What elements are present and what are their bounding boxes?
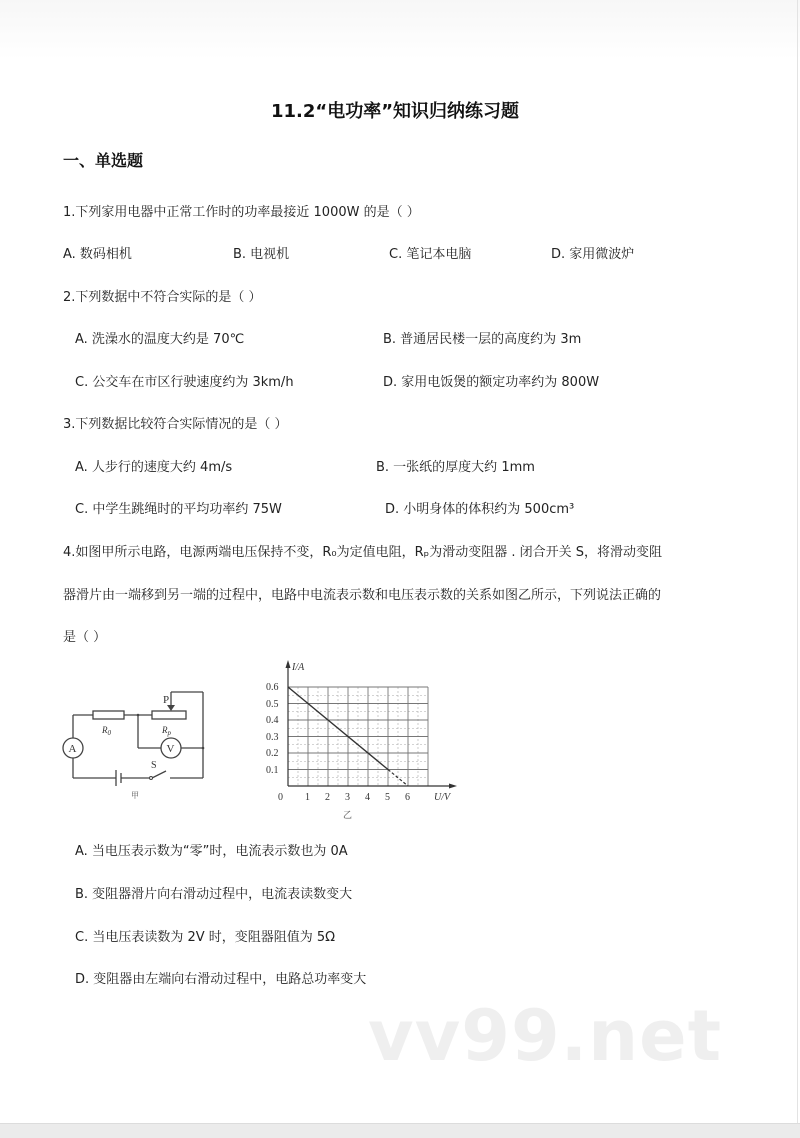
slider-label: P: [163, 694, 170, 706]
question-1-option-a: A. 数码相机: [63, 247, 132, 262]
question-4-stem-line-3: 是（ ）: [63, 630, 107, 645]
page-title: 11.2“电功率”知识归纳练习题: [270, 101, 520, 122]
page-right-border: [797, 0, 798, 1123]
switch-label: S: [151, 760, 157, 771]
question-2-option-d: D. 家用电饭煲的额定功率约为 800W: [383, 375, 600, 390]
x-tick-1: 1: [305, 792, 310, 803]
chart-caption: 乙: [343, 810, 353, 820]
circuit-caption: 甲: [131, 791, 139, 800]
question-1-stem: 1.下列家用电器中正常工作时的功率最接近 1000W 的是（ ）: [63, 205, 420, 220]
question-4-option-d: D. 变阻器由左端向右滑动过程中，电路总功率变大: [75, 972, 367, 987]
y-tick-0.3: 0.3: [266, 732, 279, 743]
question-1-option-d: D. 家用微波炉: [551, 247, 635, 262]
question-4-option-c: C. 当电压表读数为 2V 时，变阻器阻值为 5Ω: [75, 930, 336, 945]
rp-label: $R_p$: [162, 725, 171, 737]
question-1-option-c: C. 笔记本电脑: [389, 247, 472, 262]
question-1-option-b: B. 电视机: [233, 247, 290, 262]
y-tick-0.4: 0.4: [266, 715, 279, 726]
question-4-stem-line-1: 4.如图甲所示电路，电源两端电压保持不变，R₀为定值电阻，Rₚ为滑动变阻器 . 闭合开关 S，将滑动变阻: [63, 545, 663, 560]
page-top-shade: [0, 0, 800, 60]
y-tick-0.1: 0.1: [266, 765, 279, 776]
question-4-stem-line-2: 器滑片由一端移到另一端的过程中，电路中电流表示数和电压表示数的关系如图乙所示，下列说法正确的: [63, 588, 662, 603]
circuit-diagram: [55, 660, 225, 810]
x-tick-2: 2: [325, 792, 330, 803]
iu-chart: [260, 655, 465, 825]
question-2-stem: 2.下列数据中不符合实际的是（ ）: [63, 290, 262, 305]
r0-label: $R_0$: [102, 725, 111, 737]
y-tick-0.5: 0.5: [266, 699, 279, 710]
watermark: vv99.net: [368, 995, 723, 1077]
y-axis-label: I/A: [292, 662, 305, 673]
question-2-option-b: B. 普通居民楼一层的高度约为 3m: [383, 332, 582, 347]
y-tick-0.2: 0.2: [266, 748, 279, 759]
voltmeter-label: V: [166, 743, 175, 755]
x-tick-5: 5: [385, 792, 390, 803]
question-3-option-d: D. 小明身体的体积约为 500cm³: [385, 502, 575, 517]
question-3-option-c: C. 中学生跳绳时的平均功率约 75W: [75, 502, 282, 517]
page-bottom-band: [0, 1123, 800, 1138]
question-2-option-c: C. 公交车在市区行驶速度约为 3km/h: [75, 375, 294, 390]
question-2-option-a: A. 洗澡水的温度大约是 70℃: [75, 332, 245, 347]
x-tick-4: 4: [365, 792, 370, 803]
question-4-option-a: A. 当电压表示数为“零”时，电流表示数也为 0A: [75, 844, 348, 859]
question-3-stem: 3.下列数据比较符合实际情况的是（ ）: [63, 417, 288, 432]
ammeter-label: A: [68, 743, 77, 755]
x-tick-6: 6: [405, 792, 410, 803]
section-heading: 一、单选题: [63, 151, 144, 170]
x-tick-3: 3: [345, 792, 350, 803]
y-tick-0.6: 0.6: [266, 682, 279, 693]
x-axis-label: U/V: [434, 792, 451, 803]
question-4-option-b: B. 变阻器滑片向右滑动过程中，电流表读数变大: [75, 887, 353, 902]
question-3-option-a: A. 人步行的速度大约 4m/s: [75, 460, 233, 475]
question-3-option-b: B. 一张纸的厚度大约 1mm: [376, 460, 535, 475]
x-tick-0: 0: [278, 792, 283, 803]
